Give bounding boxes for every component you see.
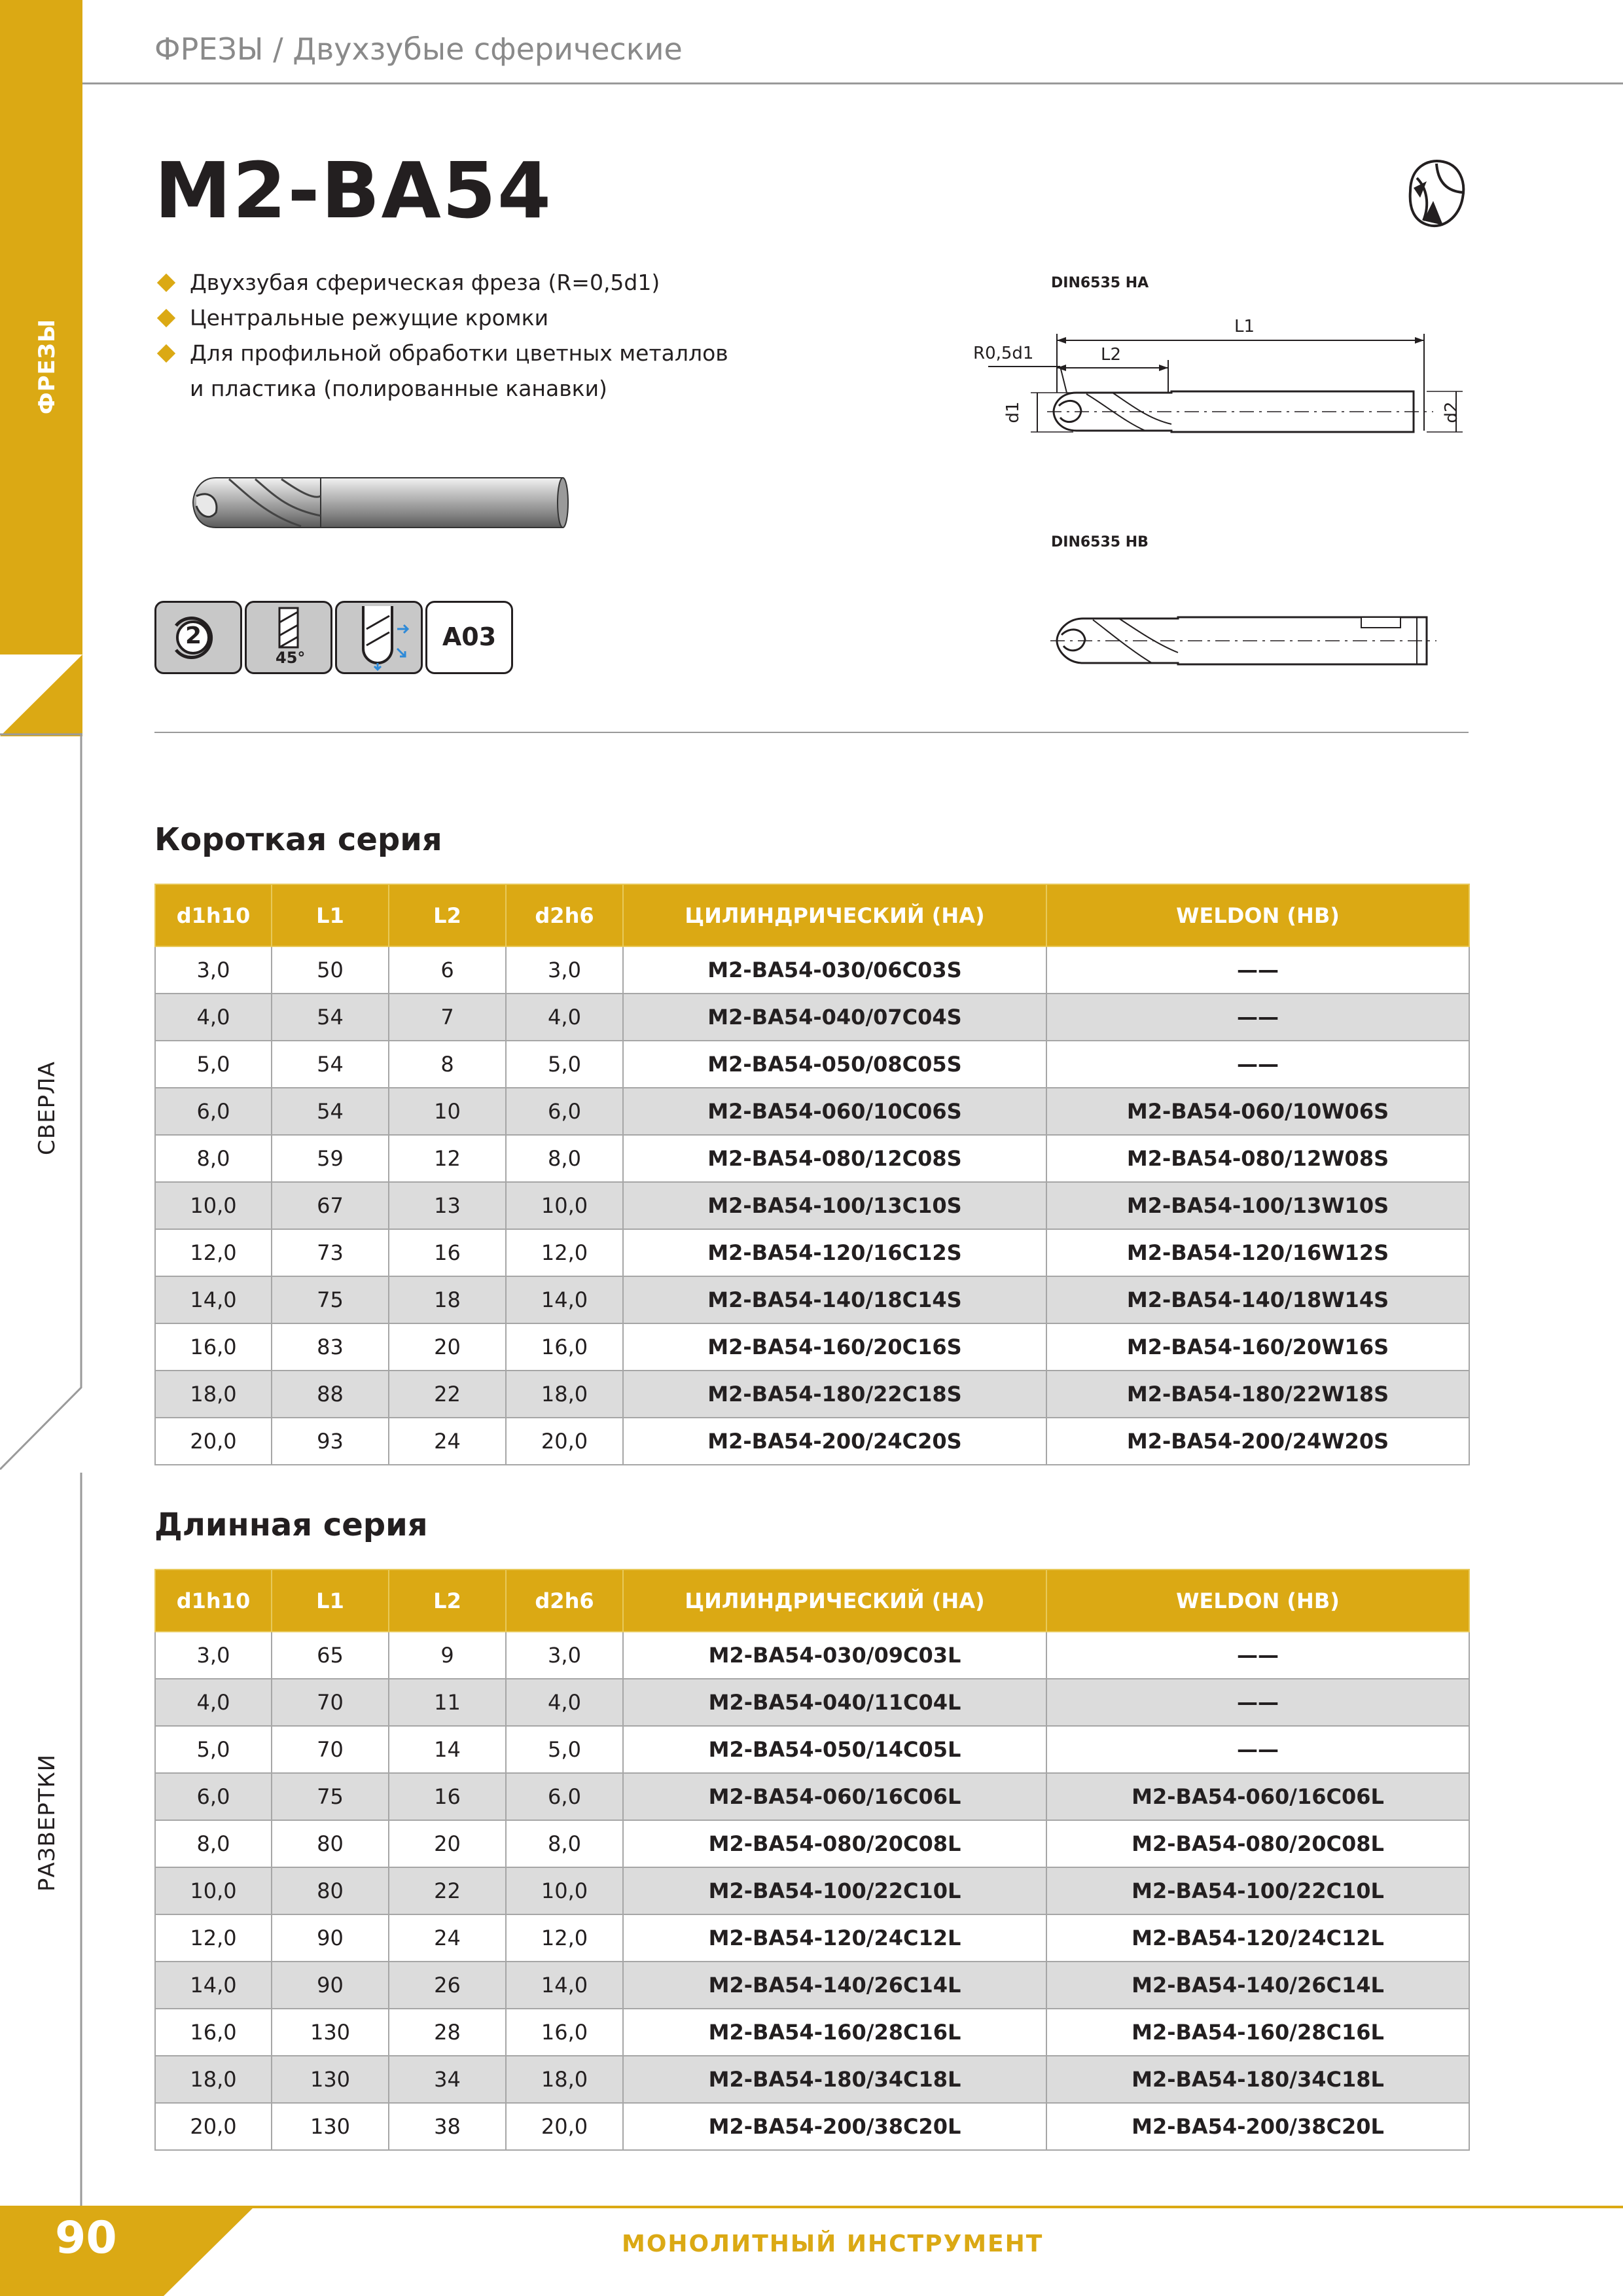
short-series-title: Короткая серия xyxy=(154,821,442,858)
cell-l2: 38 xyxy=(389,2103,506,2150)
coating-value: A03 xyxy=(442,622,497,651)
cell-l1: 80 xyxy=(272,1820,389,1867)
cell-l1: 90 xyxy=(272,1914,389,1962)
cell-code-hb: M2-BA54-200/38C20L xyxy=(1046,2103,1469,2150)
table-row xyxy=(155,1371,1469,1418)
cell-code-ha: M2-BA54-200/38C20L xyxy=(623,2103,1046,2150)
col-header-l2: L2 xyxy=(389,884,506,946)
table-header-row xyxy=(155,884,1469,946)
cell-code-ha: M2-BA54-100/13C10S xyxy=(623,1182,1046,1229)
cell-l1: 130 xyxy=(272,2103,389,2150)
cell-l2: 10 xyxy=(389,1088,506,1135)
table-row xyxy=(155,1276,1469,1323)
cell-code-ha: M2-BA54-050/08C05S xyxy=(623,1041,1046,1088)
side-tab-divider xyxy=(0,733,85,736)
drawing-ha xyxy=(975,308,1472,458)
cell-d1: 18,0 xyxy=(155,1371,272,1418)
cell-l2: 8 xyxy=(389,1041,506,1088)
table-row xyxy=(155,1182,1469,1229)
cell-code-ha: M2-BA54-040/11C04L xyxy=(623,1679,1046,1726)
drawing-hb xyxy=(1047,612,1440,671)
table-row xyxy=(155,1679,1469,1726)
cell-l2: 26 xyxy=(389,1962,506,2009)
cell-l1: 67 xyxy=(272,1182,389,1229)
cell-d1: 18,0 xyxy=(155,2056,272,2103)
col-header-d2: d2h6 xyxy=(506,1570,623,1632)
dim-l2: L2 xyxy=(1101,345,1122,365)
cell-code-hb: —— xyxy=(1046,1041,1469,1088)
cell-code-hb: M2-BA54-100/13W10S xyxy=(1046,1182,1469,1229)
cell-d2: 16,0 xyxy=(506,2009,623,2056)
page-title: M2-BA54 xyxy=(154,145,552,236)
cell-l1: 59 xyxy=(272,1135,389,1182)
cell-d2: 12,0 xyxy=(506,1914,623,1962)
cell-code-ha: M2-BA54-080/20C08L xyxy=(623,1820,1046,1867)
col-header-ha: ЦИЛИНДРИЧЕСКИЙ (HA) xyxy=(623,1570,1046,1632)
drawing-hb-standard: DIN6535 xyxy=(1051,534,1126,550)
cell-code-ha: M2-BA54-120/16C12S xyxy=(623,1229,1046,1276)
helix-angle-icon xyxy=(245,601,332,674)
cell-code-hb: M2-BA54-060/10W06S xyxy=(1046,1088,1469,1135)
cell-l2: 20 xyxy=(389,1820,506,1867)
bullet-diamond-icon xyxy=(157,309,175,327)
table-row xyxy=(155,1418,1469,1465)
side-tab-frezy[interactable]: ФРЕЗЫ xyxy=(34,318,60,415)
cell-d2: 3,0 xyxy=(506,1632,623,1679)
cell-l1: 73 xyxy=(272,1229,389,1276)
side-tab-sverla[interactable]: СВЕРЛА xyxy=(34,1061,60,1155)
table-row xyxy=(155,1041,1469,1088)
cell-code-hb: M2-BA54-140/26C14L xyxy=(1046,1962,1469,2009)
cell-code-ha: M2-BA54-180/22C18S xyxy=(623,1371,1046,1418)
flute-count-value: 2 xyxy=(185,622,202,649)
cell-d2: 12,0 xyxy=(506,1229,623,1276)
cell-d1: 20,0 xyxy=(155,2103,272,2150)
cell-l2: 20 xyxy=(389,1323,506,1371)
dim-d2: d2 xyxy=(1442,401,1461,423)
cell-code-hb: —— xyxy=(1046,1726,1469,1773)
cell-l2: 34 xyxy=(389,2056,506,2103)
col-header-l2: L2 xyxy=(389,1570,506,1632)
cell-code-ha: M2-BA54-140/18C14S xyxy=(623,1276,1046,1323)
cell-d1: 12,0 xyxy=(155,1914,272,1962)
cell-d1: 3,0 xyxy=(155,1632,272,1679)
cell-l2: 9 xyxy=(389,1632,506,1679)
table-row xyxy=(155,1632,1469,1679)
cell-code-hb: —— xyxy=(1046,1632,1469,1679)
feature-item-continuation xyxy=(157,371,728,406)
cell-d1: 6,0 xyxy=(155,1088,272,1135)
bullet-diamond-icon xyxy=(157,274,175,292)
table-row xyxy=(155,1914,1469,1962)
cell-d1: 5,0 xyxy=(155,1726,272,1773)
end-mill-photo xyxy=(190,470,576,535)
cell-code-ha: M2-BA54-030/06C03S xyxy=(623,946,1046,994)
cell-l1: 54 xyxy=(272,994,389,1041)
cell-d1: 12,0 xyxy=(155,1229,272,1276)
cell-d2: 4,0 xyxy=(506,994,623,1041)
cell-l2: 22 xyxy=(389,1867,506,1914)
cell-code-hb: M2-BA54-160/28C16L xyxy=(1046,2009,1469,2056)
col-header-d1: d1h10 xyxy=(155,1570,272,1632)
cell-d2: 20,0 xyxy=(506,1418,623,1465)
cell-l1: 90 xyxy=(272,1962,389,2009)
cell-d2: 5,0 xyxy=(506,1726,623,1773)
header-divider xyxy=(82,82,1623,84)
cell-l2: 28 xyxy=(389,2009,506,2056)
cell-code-hb: M2-BA54-160/20W16S xyxy=(1046,1323,1469,1371)
center-cutting-symbol-icon xyxy=(337,603,421,672)
cell-d1: 16,0 xyxy=(155,1323,272,1371)
cell-d1: 16,0 xyxy=(155,2009,272,2056)
feature-item xyxy=(157,265,728,300)
dim-l1: L1 xyxy=(1234,317,1255,336)
cell-d1: 14,0 xyxy=(155,1962,272,2009)
breadcrumb: ФРЕЗЫ / Двухзубые сферические xyxy=(154,31,683,67)
footer-title: МОНОЛИТНЫЙ ИНСТРУМЕНТ xyxy=(622,2231,1044,2257)
cell-l1: 75 xyxy=(272,1773,389,1820)
table-row xyxy=(155,1726,1469,1773)
drawing-hb-type: HB xyxy=(1125,534,1149,550)
cell-l1: 70 xyxy=(272,1726,389,1773)
cell-code-hb: M2-BA54-120/24C12L xyxy=(1046,1914,1469,1962)
cell-l1: 54 xyxy=(272,1041,389,1088)
cell-d1: 8,0 xyxy=(155,1135,272,1182)
cell-d2: 10,0 xyxy=(506,1182,623,1229)
cell-l2: 14 xyxy=(389,1726,506,1773)
cell-l1: 88 xyxy=(272,1371,389,1418)
cell-l2: 16 xyxy=(389,1229,506,1276)
cell-code-ha: M2-BA54-030/09C03L xyxy=(623,1632,1046,1679)
table-row xyxy=(155,1962,1469,2009)
cell-code-ha: M2-BA54-080/12C08S xyxy=(623,1135,1046,1182)
cell-d2: 3,0 xyxy=(506,946,623,994)
side-tab-corner xyxy=(0,655,82,740)
col-header-hb: WELDON (HB) xyxy=(1046,1570,1469,1632)
cell-d2: 6,0 xyxy=(506,1088,623,1135)
feature-item xyxy=(157,336,728,371)
table-row xyxy=(155,1773,1469,1820)
col-header-d1: d1h10 xyxy=(155,884,272,946)
table-row xyxy=(155,994,1469,1041)
cell-l1: 130 xyxy=(272,2009,389,2056)
cell-code-hb: M2-BA54-180/22W18S xyxy=(1046,1371,1469,1418)
ball-nose-profile-icon xyxy=(1397,152,1469,237)
cell-d2: 14,0 xyxy=(506,1276,623,1323)
cell-code-ha: M2-BA54-180/34C18L xyxy=(623,2056,1046,2103)
cell-code-hb: M2-BA54-080/12W08S xyxy=(1046,1135,1469,1182)
cell-d1: 3,0 xyxy=(155,946,272,994)
center-cutting-icon xyxy=(335,601,423,674)
cell-d2: 5,0 xyxy=(506,1041,623,1088)
cell-code-ha: M2-BA54-060/10C06S xyxy=(623,1088,1046,1135)
cell-code-ha: M2-BA54-060/16C06L xyxy=(623,1773,1046,1820)
cell-code-ha: M2-BA54-050/14C05L xyxy=(623,1726,1046,1773)
cell-code-hb: —— xyxy=(1046,1679,1469,1726)
col-header-d2: d2h6 xyxy=(506,884,623,946)
cell-d2: 14,0 xyxy=(506,1962,623,2009)
table-row xyxy=(155,2056,1469,2103)
table-row xyxy=(155,1088,1469,1135)
drawing-ha-standard: DIN6535 xyxy=(1051,275,1126,291)
long-series-title: Длинная серия xyxy=(154,1507,428,1543)
cell-d2: 18,0 xyxy=(506,1371,623,1418)
table-row xyxy=(155,946,1469,994)
cell-l2: 22 xyxy=(389,1371,506,1418)
cell-d1: 10,0 xyxy=(155,1867,272,1914)
cell-l2: 11 xyxy=(389,1679,506,1726)
cell-d1: 5,0 xyxy=(155,1041,272,1088)
cell-code-hb: M2-BA54-100/22C10L xyxy=(1046,1867,1469,1914)
bullet-diamond-icon xyxy=(157,344,175,363)
cell-l1: 70 xyxy=(272,1679,389,1726)
cell-code-hb: —— xyxy=(1046,994,1469,1041)
table-row xyxy=(155,2103,1469,2150)
cell-l2: 7 xyxy=(389,994,506,1041)
col-header-hb: WELDON (HB) xyxy=(1046,884,1469,946)
cell-l2: 18 xyxy=(389,1276,506,1323)
table-row xyxy=(155,1135,1469,1182)
feature-list xyxy=(157,265,728,406)
cell-l1: 50 xyxy=(272,946,389,994)
cell-l1: 54 xyxy=(272,1088,389,1135)
cell-l1: 93 xyxy=(272,1418,389,1465)
table-row xyxy=(155,1820,1469,1867)
col-header-ha: ЦИЛИНДРИЧЕСКИЙ (HA) xyxy=(623,884,1046,946)
cell-d1: 14,0 xyxy=(155,1276,272,1323)
coating-icon xyxy=(425,601,513,674)
drawing-ha-type: HA xyxy=(1125,275,1149,291)
cell-code-hb: M2-BA54-060/16C06L xyxy=(1046,1773,1469,1820)
cell-d1: 20,0 xyxy=(155,1418,272,1465)
cell-l1: 130 xyxy=(272,2056,389,2103)
cell-l2: 13 xyxy=(389,1182,506,1229)
side-tab-outline xyxy=(0,733,85,2206)
section-divider xyxy=(154,732,1469,733)
cell-d2: 8,0 xyxy=(506,1135,623,1182)
cell-d1: 4,0 xyxy=(155,1679,272,1726)
cell-l1: 83 xyxy=(272,1323,389,1371)
table-row xyxy=(155,2009,1469,2056)
col-header-l1: L1 xyxy=(272,884,389,946)
cell-code-ha: M2-BA54-040/07C04S xyxy=(623,994,1046,1041)
cell-l2: 16 xyxy=(389,1773,506,1820)
cell-d1: 10,0 xyxy=(155,1182,272,1229)
cell-l1: 65 xyxy=(272,1632,389,1679)
cell-code-ha: M2-BA54-200/24C20S xyxy=(623,1418,1046,1465)
table-header-row xyxy=(155,1570,1469,1632)
drawing-ha-label xyxy=(1051,275,1149,291)
cell-code-ha: M2-BA54-140/26C14L xyxy=(623,1962,1046,2009)
drawing-hb-label xyxy=(1051,534,1149,550)
page-number: 90 xyxy=(55,2212,117,2264)
cell-code-ha: M2-BA54-120/24C12L xyxy=(623,1914,1046,1962)
cell-d2: 6,0 xyxy=(506,1773,623,1820)
flute-count-icon xyxy=(154,601,242,674)
feature-item xyxy=(157,300,728,336)
feature-text: Центральные режущие кромки xyxy=(190,305,549,331)
cell-l2: 24 xyxy=(389,1418,506,1465)
dim-d1: d1 xyxy=(1003,401,1023,423)
table-row xyxy=(155,1867,1469,1914)
helix-angle-value: 45° xyxy=(276,649,306,667)
cell-l2: 6 xyxy=(389,946,506,994)
cell-d2: 20,0 xyxy=(506,2103,623,2150)
table-row xyxy=(155,1323,1469,1371)
cell-l2: 24 xyxy=(389,1914,506,1962)
cell-d2: 4,0 xyxy=(506,1679,623,1726)
col-header-l1: L1 xyxy=(272,1570,389,1632)
side-tab-razvertki[interactable]: РАЗВЕРТКИ xyxy=(34,1753,60,1892)
cell-d2: 8,0 xyxy=(506,1820,623,1867)
cell-code-hb: M2-BA54-120/16W12S xyxy=(1046,1229,1469,1276)
cell-code-ha: M2-BA54-160/20C16S xyxy=(623,1323,1046,1371)
cell-d1: 6,0 xyxy=(155,1773,272,1820)
table-row xyxy=(155,1229,1469,1276)
short-series-table xyxy=(154,884,1470,1465)
dim-radius: R0,5d1 xyxy=(973,344,1034,363)
cell-l1: 75 xyxy=(272,1276,389,1323)
cell-code-ha: M2-BA54-160/28C16L xyxy=(623,2009,1046,2056)
cell-code-hb: M2-BA54-200/24W20S xyxy=(1046,1418,1469,1465)
cell-d1: 4,0 xyxy=(155,994,272,1041)
feature-text: Для профильной обработки цветных металлов xyxy=(190,340,728,366)
cell-d2: 18,0 xyxy=(506,2056,623,2103)
cell-code-hb: —— xyxy=(1046,946,1469,994)
cell-code-hb: M2-BA54-080/20C08L xyxy=(1046,1820,1469,1867)
cell-l1: 80 xyxy=(272,1867,389,1914)
cell-d2: 16,0 xyxy=(506,1323,623,1371)
cell-d1: 8,0 xyxy=(155,1820,272,1867)
cell-code-hb: M2-BA54-140/18W14S xyxy=(1046,1276,1469,1323)
feature-text: и пластика (полированные канавки) xyxy=(190,376,607,401)
cell-code-ha: M2-BA54-100/22C10L xyxy=(623,1867,1046,1914)
cell-l2: 12 xyxy=(389,1135,506,1182)
long-series-table xyxy=(154,1569,1470,2151)
cell-code-hb: M2-BA54-180/34C18L xyxy=(1046,2056,1469,2103)
feature-text: Двухзубая сферическая фреза (R=0,5d1) xyxy=(190,270,660,295)
cell-d2: 10,0 xyxy=(506,1867,623,1914)
